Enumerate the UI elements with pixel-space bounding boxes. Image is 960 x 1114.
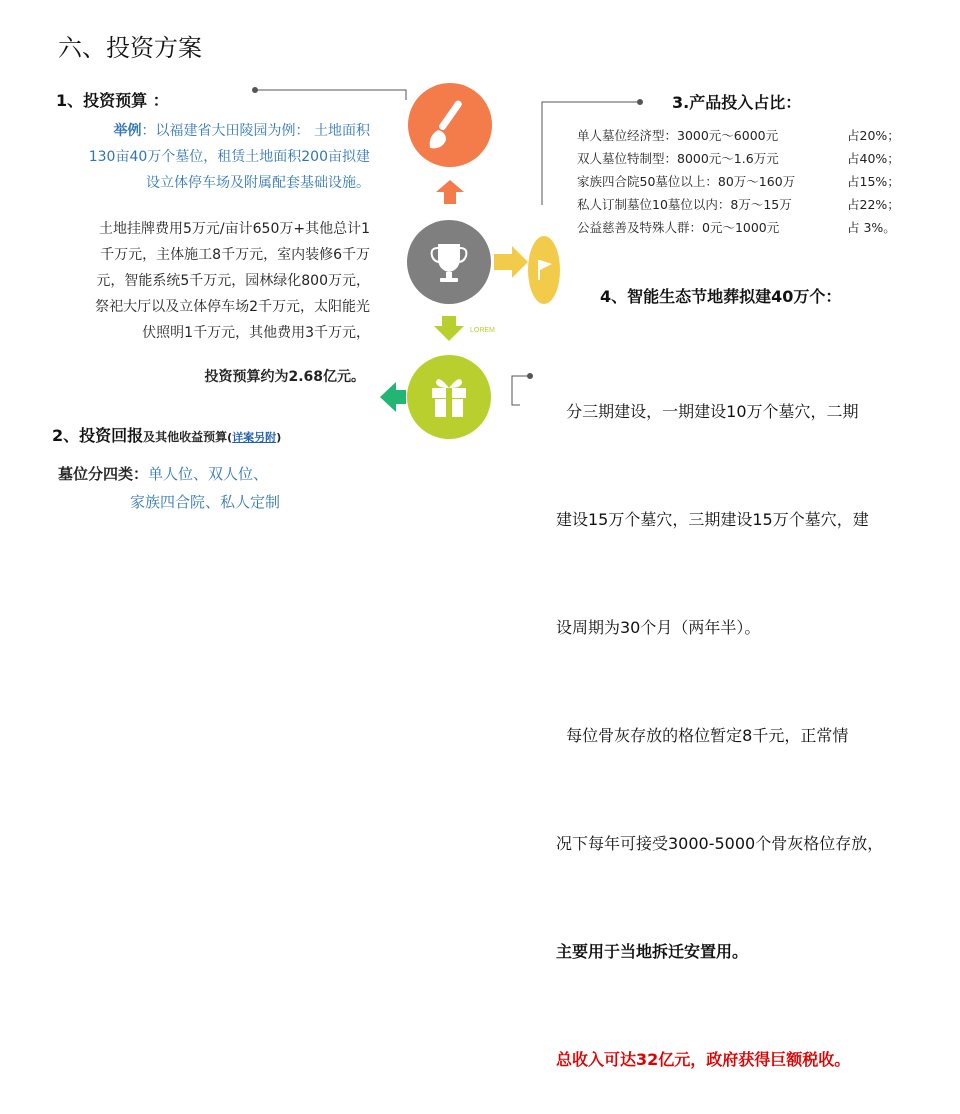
returns-heading: 2、投资回报及其他收益预算(详案另附) — [52, 426, 282, 445]
product-row: 家族四合院50墓位以上：80万～160万 占15%； — [577, 174, 900, 189]
cost-line-2: 千万元，主体施工8千万元，室内装修6千万 — [100, 247, 370, 263]
cost-line-5: 伏照明1千万元，其他费用3千万元， — [142, 325, 370, 341]
arrow-down-icon — [434, 316, 464, 341]
returns-heading-main: 2、投资回报 — [52, 426, 144, 445]
product-row: 双人墓位特制型：8000元～1.6万元 占40%； — [577, 151, 900, 166]
plan-line-1: 分三期建设，一期建设10万个墓穴，二期 — [556, 402, 859, 421]
plan-line-4: 每位骨灰存放的格位暂定8千元，正常情 — [556, 726, 849, 745]
cost-line-1: 土地挂牌费用5万元/亩计650万+其他总计1 — [99, 221, 370, 237]
example-line-1: 举例：以福建省大田陵园为例： 土地面积 — [113, 123, 370, 139]
plan-heading: 4、智能生态节地葬拟建40万个： — [600, 287, 842, 306]
connector-dot-left — [252, 87, 258, 93]
types-label: 墓位分四类： — [58, 465, 149, 483]
product-row: 公益慈善及特殊人群：0元～1000元 占 3%。 — [577, 220, 896, 235]
plan-line-2: 建设15万个墓穴，三期建设15万个墓穴，建 — [556, 510, 869, 529]
arrow-right-icon — [494, 246, 528, 278]
arrow-left-icon — [380, 382, 406, 412]
details-link[interactable]: 详案另附 — [232, 431, 277, 444]
example-line-2: 130亩40万个墓位，租赁土地面积200亩拟建 — [88, 149, 370, 165]
plan-line-5: 况下每年可接受3000-5000个骨灰格位存放， — [556, 834, 884, 853]
plan-bold-line: 主要用于当地拆迁安置用。 — [556, 942, 749, 961]
cost-line-3: 元，智能系统5千万元，园林绿化800万元， — [96, 273, 370, 289]
plan-body — [556, 322, 951, 1114]
plan-red-line: 总收入可达32亿元，政府获得巨额税收。 — [556, 1050, 851, 1069]
types-line-2: 家族四合院、私人定制 — [130, 493, 281, 511]
connector-brush — [255, 90, 406, 100]
plan-line-3: 设周期为30个月（两年半）。 — [556, 618, 761, 637]
products-heading: 3.产品投入占比： — [672, 93, 802, 112]
arrow-up-icon — [436, 180, 464, 204]
product-row: 私人订制墓位10墓位以内：8万～15万 占22%； — [577, 197, 900, 212]
budget-heading: 1、投资预算 ： — [56, 91, 169, 110]
example-line-3: 设立体停车场及附属配套基础设施。 — [146, 175, 370, 191]
connector-plan — [512, 376, 530, 405]
flag-circle — [528, 236, 560, 304]
cost-line-4: 祭祀大厅以及立体停车场2千万元，太阳能光 — [95, 299, 370, 315]
product-row: 单人墓位经济型：3000元～6000元 占20%； — [577, 128, 900, 143]
connector-dot-plan — [527, 373, 533, 379]
slide-title: 六、投资方案 — [58, 34, 202, 62]
brush-circle — [408, 83, 492, 167]
lorem-label: LOREM — [470, 327, 495, 334]
example-label: 举例 — [113, 123, 142, 139]
types-line-1: 单人位、双人位、 — [148, 465, 269, 483]
budget-total: 投资预算约为2.68亿元。 — [204, 369, 365, 385]
products-list — [577, 124, 917, 239]
connector-dot-right — [637, 99, 643, 105]
returns-heading-small: 及其他收益预算 — [143, 430, 228, 444]
